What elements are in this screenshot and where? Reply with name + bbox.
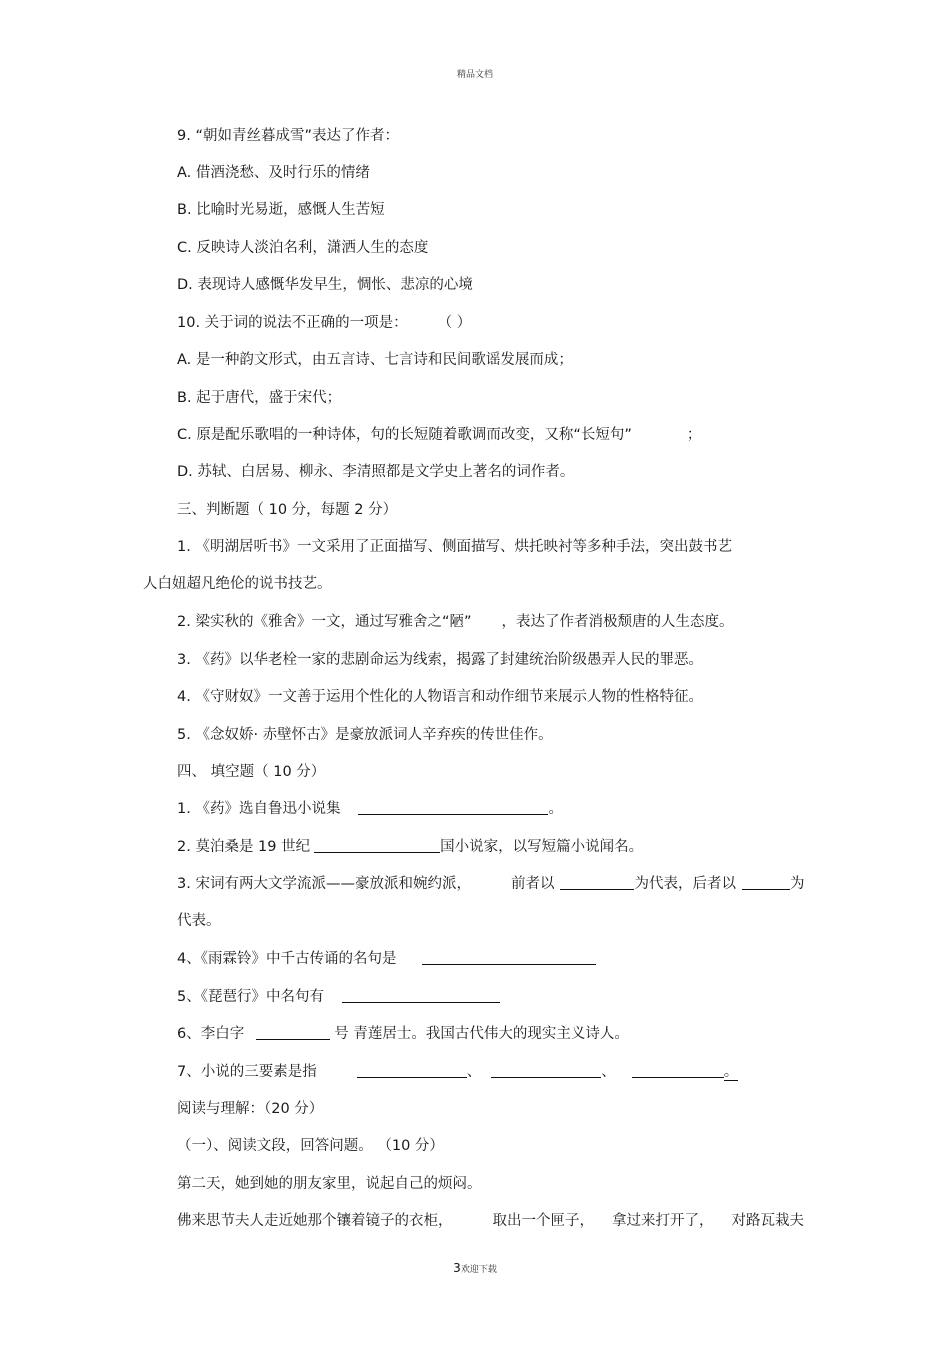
q10-answer-paren: （ ） (437, 315, 472, 331)
fill-item-3-text-b: 前者以 (510, 876, 555, 892)
fill-item-6-text-a: 6、李白字 (177, 1026, 245, 1042)
fill-item-7-sep1: 、 (466, 1064, 482, 1080)
reading-p2-b: 取出一个匣子， (492, 1213, 594, 1229)
fill-item-3-text-a: 3. 宋词有两大文学流派——豪放派和婉约派， (177, 876, 471, 892)
q10-option-c-text: C. 原是配乐歌唱的一种诗体，句的长短随着歌调而改变，又称“长短句” (177, 427, 632, 443)
q9-option-d: D. 表现诗人感慨华发早生，惆怅、悲凉的心境 (177, 277, 473, 293)
footer-label: 欢迎下载 (460, 1265, 497, 1275)
fill-item-6 (177, 1025, 629, 1043)
fill-item-2 (177, 838, 643, 856)
fill-blank-5[interactable] (342, 988, 500, 1003)
q10-stem (177, 314, 471, 332)
fill-blank-7a[interactable] (357, 1063, 467, 1078)
judge-item-5: 5. 《念奴娇· 赤壁怀古》是豪放派词人辛弃疾的传世佳作。 (177, 727, 553, 743)
fill-item-6-text-b: 号 青莲居士。我国古代伟大的现实主义诗人。 (334, 1026, 629, 1042)
q10-option-d: D. 苏轼、白居易、柳永、李清照都是文学史上著名的词作者。 (177, 464, 575, 480)
fill-item-7-end: 。 (723, 1064, 739, 1080)
fill-blank-6[interactable] (256, 1025, 330, 1040)
judge-item-2 (177, 613, 733, 631)
fill-item-1 (177, 800, 563, 818)
fill-item-3-cont: 代表。 (177, 913, 221, 929)
q9-stem: 9. “朝如青丝暮成雪”表达了作者： (177, 128, 399, 144)
reading-p2-d: 对路瓦栽夫 (731, 1213, 804, 1229)
fill-item-2-text-b: 国小说家，以写短篇小说闻名。 (440, 839, 644, 855)
fill-item-5-text: 5、《琵琶行》中名句有 (177, 989, 324, 1005)
section3-title: 三、判断题（ 10 分，每题 2 分） (177, 502, 398, 518)
fill-item-1-end: 。 (548, 801, 563, 817)
q9-option-a: A. 借酒浇愁、及时行乐的情绪 (177, 165, 370, 181)
fill-item-7 (177, 1063, 738, 1081)
judge-item-2-text-b: ，表达了作者消极颓唐的人生态度。 (501, 614, 734, 630)
fill-item-5 (177, 988, 500, 1006)
fill-item-7-sep2: 、 (601, 1064, 616, 1080)
reading-subtitle: （一）、阅读文段，回答问题。 （10 分） (177, 1138, 444, 1154)
reading-paragraph-1: 第二天，她到她的朋友家里，说起自己的烦闷。 (177, 1176, 482, 1192)
section4-title: 四、 填空题（ 10 分） (177, 764, 326, 780)
q10-option-b: B. 起于唐代，盛于宋代； (177, 390, 342, 406)
fill-item-3-text-d: 为 (789, 876, 805, 892)
fill-item-4-text: 4、《雨霖铃》中千古传诵的名句是 (177, 951, 397, 967)
fill-item-3 (177, 875, 804, 893)
q9-option-b: B. 比喻时光易逝，感慨人生苦短 (177, 202, 385, 218)
fill-blank-7b[interactable] (491, 1063, 601, 1078)
q10-option-c (177, 426, 701, 444)
fill-blank-1[interactable] (358, 800, 548, 815)
reading-paragraph-2 (177, 1212, 804, 1230)
page-header: 精品文档 (456, 70, 493, 80)
fill-blank-4[interactable] (422, 950, 596, 965)
fill-item-1-text: 1. 《药》选自鲁迅小说集 (177, 801, 341, 817)
fill-item-7-text: 7、小说的三要素是指 (177, 1064, 317, 1080)
fill-blank-3a[interactable] (560, 875, 634, 890)
page-footer (0, 1261, 950, 1275)
reading-p2-c: 拿过来打开了， (612, 1213, 714, 1229)
fill-item-3-text-c: 为代表，后者以 (634, 876, 736, 892)
fill-blank-7c[interactable] (632, 1063, 724, 1078)
fill-blank-3b[interactable] (742, 875, 790, 890)
judge-item-1-cont: 人白妞超凡绝伦的说书技艺。 (143, 576, 332, 592)
fill-item-4 (177, 950, 596, 968)
fill-blank-2[interactable] (314, 838, 440, 853)
reading-p2-a: 佛来思节夫人走近她那个镶着镜子的衣柜， (177, 1213, 453, 1229)
judge-item-4: 4. 《守财奴》一文善于运用个性化的人物语言和动作细节来展示人物的性格特征。 (177, 689, 703, 705)
judge-item-1: 1. 《明湖居听书》一文采用了正面描写、侧面描写、烘托映衬等多种手法，突出鼓书艺 (177, 539, 732, 555)
page-number: 3 (453, 1261, 461, 1275)
q9-option-c: C. 反映诗人淡泊名利，潇洒人生的态度 (177, 240, 429, 256)
reading-title: 阅读与理解：（20 分） (177, 1101, 324, 1117)
q10-option-a: A. 是一种韵文形式，由五言诗、七言诗和民间歌谣发展而成； (177, 352, 573, 368)
judge-item-3: 3. 《药》以华老栓一家的悲剧命运为线索，揭露了封建统治阶级愚弄人民的罪恶。 (177, 652, 703, 668)
fill-item-2-text-a: 2. 莫泊桑是 19 世纪 (177, 839, 311, 855)
judge-item-2-text-a: 2. 梁实秋的《雅舍》一文，通过写雅舍之“陋” (177, 614, 472, 630)
q10-stem-text: 10. 关于词的说法不正确的一项是： (177, 315, 408, 331)
q10-option-c-end: ； (686, 427, 702, 443)
